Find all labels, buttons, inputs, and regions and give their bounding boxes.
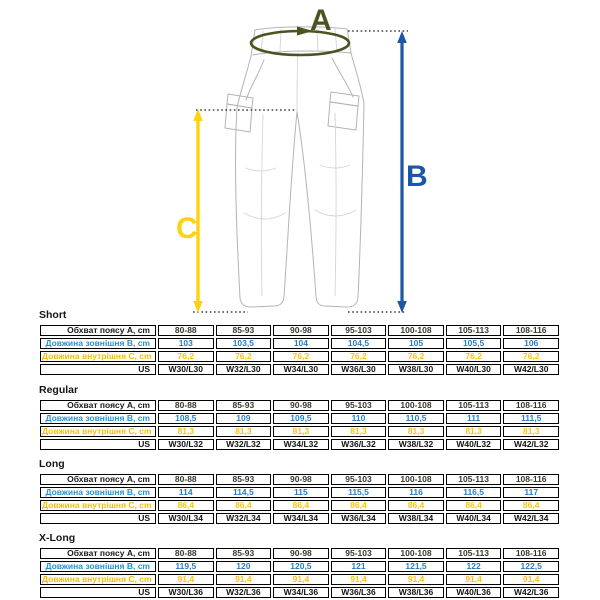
size-value-cell: 111	[446, 413, 502, 424]
size-value-cell: W40/L36	[446, 587, 502, 598]
row-label: Довжина внутрішня C, cm	[40, 351, 156, 362]
row-outer-length	[40, 561, 559, 572]
size-value-cell: 120	[216, 561, 272, 572]
inner-length-measure-c	[176, 109, 203, 313]
size-value-cell: 81,3	[446, 426, 502, 437]
size-value-cell: 104,5	[331, 338, 387, 349]
size-value-cell: 91,4	[273, 574, 329, 585]
size-value-cell: 115,5	[331, 487, 387, 498]
size-value-cell: 86,4	[158, 500, 214, 511]
size-value-cell: 91,4	[331, 574, 387, 585]
size-value-cell: 100-108	[388, 474, 444, 485]
size-value-cell: 103	[158, 338, 214, 349]
size-value-cell: W34/L30	[273, 364, 329, 375]
size-value-cell: W38/L30	[388, 364, 444, 375]
label-a: A	[310, 4, 332, 37]
size-value-cell: 100-108	[388, 325, 444, 336]
size-value-cell: 114,5	[216, 487, 272, 498]
outer-length-measure-b	[397, 31, 427, 313]
size-section-short	[38, 310, 561, 377]
size-value-cell: 108,5	[158, 413, 214, 424]
size-value-cell: 91,4	[503, 574, 559, 585]
size-value-cell: 91,4	[216, 574, 272, 585]
row-waist-circumference	[40, 400, 559, 411]
size-value-cell: 121	[331, 561, 387, 572]
size-value-cell: W32/L32	[216, 439, 272, 450]
row-label: Довжина зовнішня B, cm	[40, 561, 156, 572]
size-value-cell: 103,5	[216, 338, 272, 349]
row-us-size	[40, 439, 559, 450]
size-value-cell: W36/L34	[331, 513, 387, 524]
row-outer-length	[40, 487, 559, 498]
size-value-cell: 86,4	[503, 500, 559, 511]
size-value-cell: 109	[216, 413, 272, 424]
size-value-cell: 105,5	[446, 338, 502, 349]
size-value-cell: 80-88	[158, 400, 214, 411]
size-value-cell: W42/L34	[503, 513, 559, 524]
size-table-short	[38, 323, 561, 377]
size-value-cell: 108-116	[503, 548, 559, 559]
row-label: Довжина зовнішня B, cm	[40, 413, 156, 424]
size-value-cell: W30/L34	[158, 513, 214, 524]
size-value-cell: 86,4	[216, 500, 272, 511]
size-value-cell: W40/L34	[446, 513, 502, 524]
label-c: C	[176, 212, 198, 245]
row-outer-length	[40, 338, 559, 349]
row-label: Обхват поясу A, cm	[40, 400, 156, 411]
size-value-cell: 81,3	[388, 426, 444, 437]
size-value-cell: 91,4	[388, 574, 444, 585]
size-value-cell: 76,2	[158, 351, 214, 362]
size-value-cell: 114	[158, 487, 214, 498]
row-label: Довжина зовнішня B, cm	[40, 487, 156, 498]
size-value-cell: 122	[446, 561, 502, 572]
size-value-cell: 86,4	[446, 500, 502, 511]
section-title: X-Long	[39, 532, 76, 544]
size-section-regular	[38, 385, 561, 452]
size-value-cell: 86,4	[273, 500, 329, 511]
size-value-cell: 76,2	[388, 351, 444, 362]
row-label: Обхват поясу A, cm	[40, 325, 156, 336]
size-value-cell: 106	[503, 338, 559, 349]
size-value-cell: 90-98	[273, 400, 329, 411]
size-value-cell: 91,4	[446, 574, 502, 585]
row-inner-length	[40, 500, 559, 511]
size-value-cell: 76,2	[331, 351, 387, 362]
row-outer-length	[40, 413, 559, 424]
size-value-cell: W40/L30	[446, 364, 502, 375]
row-label: Обхват поясу A, cm	[40, 548, 156, 559]
size-value-cell: W42/L36	[503, 587, 559, 598]
size-value-cell: 105-113	[446, 400, 502, 411]
size-value-cell: W36/L36	[331, 587, 387, 598]
size-value-cell: 80-88	[158, 325, 214, 336]
size-value-cell: 86,4	[388, 500, 444, 511]
label-b: B	[406, 160, 428, 193]
arrow-up-icon	[397, 31, 407, 43]
size-value-cell: 76,2	[503, 351, 559, 362]
size-value-cell: 81,3	[216, 426, 272, 437]
size-value-cell: 85-93	[216, 325, 272, 336]
size-table-regular	[38, 398, 561, 452]
size-value-cell: 120,5	[273, 561, 329, 572]
size-value-cell: W36/L32	[331, 439, 387, 450]
size-value-cell: 105-113	[446, 548, 502, 559]
row-inner-length	[40, 574, 559, 585]
size-value-cell: 119,5	[158, 561, 214, 572]
waist-measure-a	[251, 4, 349, 55]
size-value-cell: 105-113	[446, 474, 502, 485]
size-value-cell: 80-88	[158, 548, 214, 559]
row-us-size	[40, 364, 559, 375]
size-value-cell: 81,3	[158, 426, 214, 437]
size-value-cell: W42/L30	[503, 364, 559, 375]
size-value-cell: 90-98	[273, 474, 329, 485]
size-value-cell: W30/L32	[158, 439, 214, 450]
size-value-cell: 110,5	[388, 413, 444, 424]
size-value-cell: W32/L34	[216, 513, 272, 524]
size-value-cell: W32/L30	[216, 364, 272, 375]
size-value-cell: 108-116	[503, 325, 559, 336]
section-title: Short	[39, 309, 67, 321]
size-value-cell: 76,2	[216, 351, 272, 362]
size-value-cell: 116,5	[446, 487, 502, 498]
size-value-cell: 81,3	[503, 426, 559, 437]
size-value-cell: 108-116	[503, 400, 559, 411]
size-value-cell: 95-103	[331, 400, 387, 411]
size-value-cell: 115	[273, 487, 329, 498]
size-value-cell: 85-93	[216, 548, 272, 559]
arrow-up-icon	[193, 109, 203, 121]
row-label: Довжина внутрішня C, cm	[40, 574, 156, 585]
row-label: US	[40, 439, 156, 450]
size-value-cell: 117	[503, 487, 559, 498]
size-value-cell: W30/L30	[158, 364, 214, 375]
size-table-xlong	[38, 546, 561, 600]
size-value-cell: 104	[273, 338, 329, 349]
size-value-cell: 121,5	[388, 561, 444, 572]
row-label: US	[40, 587, 156, 598]
size-value-cell: 108-116	[503, 474, 559, 485]
size-value-cell: 86,4	[331, 500, 387, 511]
size-value-cell: W34/L36	[273, 587, 329, 598]
size-value-cell: W40/L32	[446, 439, 502, 450]
size-value-cell: 116	[388, 487, 444, 498]
row-label: US	[40, 513, 156, 524]
row-label: Довжина зовнішня B, cm	[40, 338, 156, 349]
size-value-cell: W34/L34	[273, 513, 329, 524]
row-waist-circumference	[40, 325, 559, 336]
row-inner-length	[40, 351, 559, 362]
size-value-cell: 76,2	[273, 351, 329, 362]
size-value-cell: 90-98	[273, 548, 329, 559]
reference-dotted-lines	[193, 31, 408, 312]
row-label: Довжина внутрішня C, cm	[40, 500, 156, 511]
size-value-cell: 80-88	[158, 474, 214, 485]
size-value-cell: W30/L36	[158, 587, 214, 598]
size-value-cell: W42/L32	[503, 439, 559, 450]
row-us-size	[40, 513, 559, 524]
size-value-cell: W34/L32	[273, 439, 329, 450]
size-value-cell: 91,4	[158, 574, 214, 585]
row-waist-circumference	[40, 548, 559, 559]
size-value-cell: 100-108	[388, 548, 444, 559]
size-value-cell: 90-98	[273, 325, 329, 336]
size-value-cell: W32/L36	[216, 587, 272, 598]
size-value-cell: W38/L32	[388, 439, 444, 450]
section-title: Long	[39, 458, 65, 470]
size-value-cell: 111,5	[503, 413, 559, 424]
size-value-cell: 95-103	[331, 325, 387, 336]
row-waist-circumference	[40, 474, 559, 485]
pants-drawing	[225, 27, 364, 307]
size-value-cell: 105-113	[446, 325, 502, 336]
size-section-xlong	[38, 533, 561, 600]
size-value-cell: 85-93	[216, 474, 272, 485]
size-value-cell: 109,5	[273, 413, 329, 424]
size-value-cell: 95-103	[331, 474, 387, 485]
size-value-cell: W36/L30	[331, 364, 387, 375]
size-value-cell: 100-108	[388, 400, 444, 411]
section-title: Regular	[39, 384, 79, 396]
size-value-cell: 76,2	[446, 351, 502, 362]
size-value-cell: 95-103	[331, 548, 387, 559]
size-section-long	[38, 459, 561, 526]
size-value-cell: 110	[331, 413, 387, 424]
size-value-cell: W38/L34	[388, 513, 444, 524]
size-value-cell: 105	[388, 338, 444, 349]
size-value-cell: 81,3	[273, 426, 329, 437]
row-label: Довжина внутрішня C, cm	[40, 426, 156, 437]
size-value-cell: W38/L36	[388, 587, 444, 598]
size-value-cell: 122,5	[503, 561, 559, 572]
size-value-cell: 81,3	[331, 426, 387, 437]
row-inner-length	[40, 426, 559, 437]
row-us-size	[40, 587, 559, 598]
size-value-cell: 85-93	[216, 400, 272, 411]
size-table-long	[38, 472, 561, 526]
row-label: Обхват поясу A, cm	[40, 474, 156, 485]
row-label: US	[40, 364, 156, 375]
